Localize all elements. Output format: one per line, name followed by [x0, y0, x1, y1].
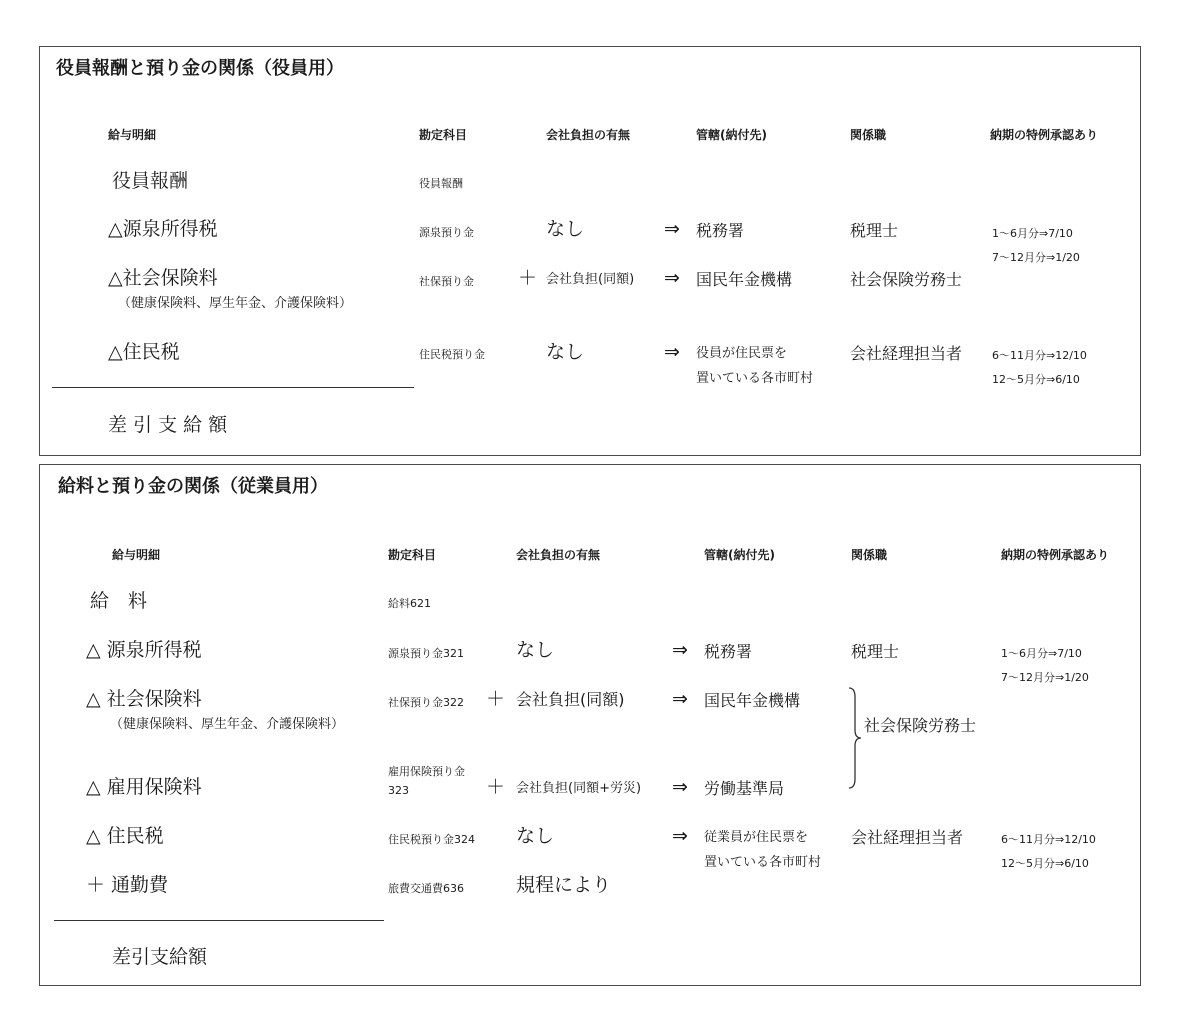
officer-resident-related: 会社経理担当者 — [850, 344, 963, 363]
officer-header-special: 納期の特例承認あり — [990, 128, 1099, 142]
employee-withholding-burden: なし — [516, 639, 555, 661]
officer-resident-special1: 6～11月分⇒12/10 — [992, 349, 1087, 362]
officer-social-related: 社会保険労務士 — [850, 270, 963, 289]
employee-withholding-jurisdiction: 税務署 — [704, 642, 753, 661]
employee-social-item: △ 社会保険料 — [86, 688, 202, 710]
employee-resident-item: △ 住民税 — [86, 825, 164, 847]
employee-header-item: 給与明細 — [112, 548, 161, 562]
officer-pay-item: 役員報酬 — [112, 170, 189, 192]
employee-withholding-related: 税理士 — [851, 642, 900, 661]
employee-employment-burden: 会社負担(同額+労災) — [516, 781, 642, 796]
employee-pay-item: 給 料 — [90, 590, 148, 612]
officer-total-rule — [52, 387, 414, 388]
plus-icon: ＋ — [486, 776, 506, 798]
employee-social-jurisdiction: 国民年金機構 — [704, 691, 801, 710]
officer-net: 差 引 支 給 額 — [108, 414, 228, 436]
officer-header-jurisdiction: 管轄(納付先) — [696, 128, 767, 142]
arrow-icon: ⇒ — [672, 688, 688, 710]
officer-social-sub: （健康保険料、厚生年金、介護保険料） — [118, 296, 353, 311]
employee-social-account: 社保預り金322 — [388, 696, 464, 709]
officer-resident-jurisdiction1: 役員が住民票を — [696, 346, 788, 361]
officer-withholding-item: △源泉所得税 — [108, 218, 218, 240]
employee-title: 給料と預り金の関係（従業員用） — [58, 476, 328, 497]
officer-resident-special2: 12～5月分⇒6/10 — [992, 373, 1080, 386]
officer-panel — [39, 46, 1141, 456]
employee-header-jurisdiction: 管轄(納付先) — [704, 548, 775, 562]
employee-pay-account: 給料621 — [388, 597, 431, 610]
employee-commute-account: 旅費交通費636 — [388, 882, 464, 895]
employee-header-account: 勘定科目 — [388, 548, 437, 562]
officer-withholding-special1: 1～6月分⇒7/10 — [992, 227, 1073, 240]
employee-employment-item: △ 雇用保険料 — [86, 776, 202, 798]
officer-social-account: 社保預り金 — [419, 275, 474, 288]
officer-header-burden: 会社負担の有無 — [546, 128, 631, 142]
officer-resident-jurisdiction2: 置いている各市町村 — [696, 371, 814, 386]
employee-social-burden: 会社負担(同額) — [516, 690, 625, 709]
arrow-icon: ⇒ — [672, 639, 688, 661]
employee-withholding-account: 源泉預り金321 — [388, 647, 464, 660]
employee-social-related: 社会保険労務士 — [864, 716, 977, 735]
employee-panel — [39, 464, 1141, 986]
officer-withholding-related: 税理士 — [850, 221, 899, 240]
employee-resident-account: 住民税預り金324 — [388, 833, 475, 846]
plus-icon: ＋ — [486, 688, 506, 710]
employee-resident-related: 会社経理担当者 — [851, 828, 964, 847]
employee-withholding-special2: 7～12月分⇒1/20 — [1001, 671, 1089, 684]
employee-resident-burden: なし — [516, 825, 555, 847]
officer-resident-item: △住民税 — [108, 341, 180, 363]
officer-resident-burden: なし — [546, 341, 585, 363]
employee-resident-jurisdiction2: 置いている各市町村 — [704, 855, 822, 870]
employee-resident-special2: 12～5月分⇒6/10 — [1001, 857, 1089, 870]
officer-title: 役員報酬と預り金の関係（役員用） — [56, 58, 344, 79]
brace-icon — [848, 687, 862, 789]
employee-resident-special1: 6～11月分⇒12/10 — [1001, 833, 1096, 846]
officer-social-jurisdiction: 国民年金機構 — [696, 270, 793, 289]
officer-header-account: 勘定科目 — [419, 128, 468, 142]
officer-withholding-special2: 7～12月分⇒1/20 — [992, 251, 1080, 264]
officer-pay-account: 役員報酬 — [419, 177, 463, 190]
officer-social-burden: 会社負担(同額) — [546, 272, 635, 287]
employee-withholding-special1: 1～6月分⇒7/10 — [1001, 647, 1082, 660]
officer-header-related: 関係職 — [850, 128, 887, 142]
arrow-icon: ⇒ — [664, 267, 680, 289]
arrow-icon: ⇒ — [672, 776, 688, 798]
employee-commute-burden: 規程により — [516, 874, 612, 896]
employee-header-special: 納期の特例承認あり — [1001, 548, 1110, 562]
employee-employment-account1: 雇用保険預り金 — [388, 765, 465, 778]
arrow-icon: ⇒ — [664, 218, 680, 240]
officer-withholding-jurisdiction: 税務署 — [696, 221, 745, 240]
employee-resident-jurisdiction1: 従業員が住民票を — [704, 830, 809, 845]
employee-total-rule — [54, 920, 384, 921]
employee-withholding-item: △ 源泉所得税 — [86, 639, 202, 661]
officer-header-item: 給与明細 — [108, 128, 157, 142]
employee-employment-jurisdiction: 労働基準局 — [704, 779, 785, 798]
employee-header-burden: 会社負担の有無 — [516, 548, 601, 562]
plus-icon: ＋ — [518, 267, 538, 289]
employee-net: 差引支給額 — [112, 946, 208, 968]
employee-commute-item: ＋ 通勤費 — [86, 874, 169, 896]
employee-header-related: 関係職 — [851, 548, 888, 562]
officer-social-item: △社会保険料 — [108, 267, 218, 289]
officer-withholding-account: 源泉預り金 — [419, 226, 474, 239]
arrow-icon: ⇒ — [672, 825, 688, 847]
officer-withholding-burden: なし — [546, 218, 585, 240]
arrow-icon: ⇒ — [664, 341, 680, 363]
officer-resident-account: 住民税預り金 — [419, 348, 485, 361]
employee-social-sub: （健康保険料、厚生年金、介護保険料） — [110, 717, 345, 732]
employee-employment-account2: 323 — [388, 784, 409, 797]
